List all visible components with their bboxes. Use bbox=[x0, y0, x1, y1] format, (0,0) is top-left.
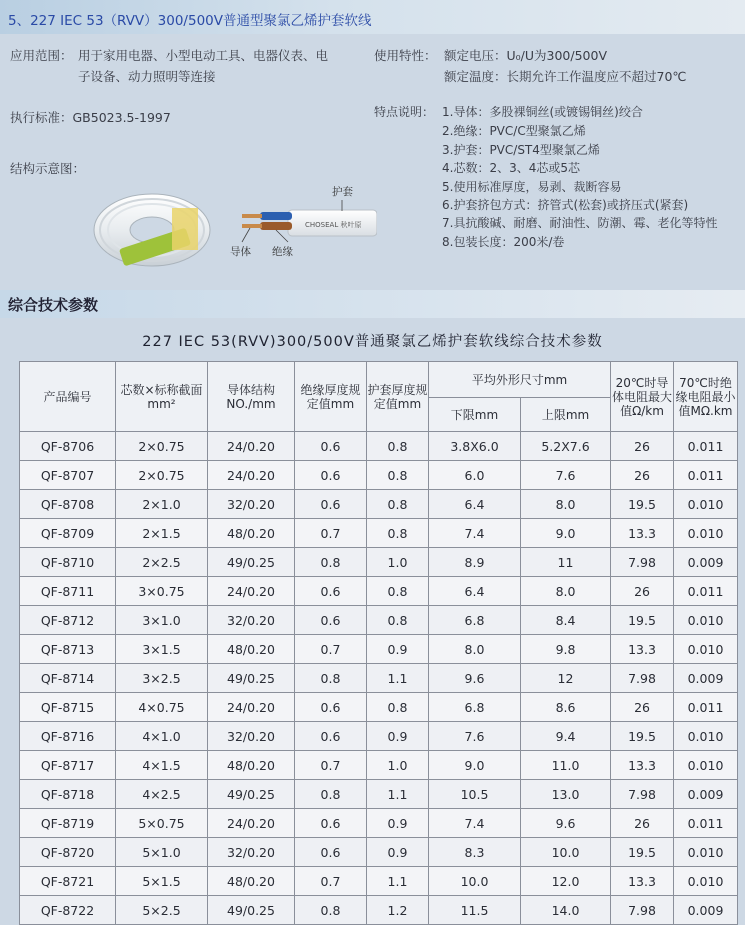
diameter-upper-cell: 14.0 bbox=[521, 896, 611, 925]
cores-section-cell: 2×0.75 bbox=[116, 461, 208, 490]
conductor-structure-cell: 24/0.20 bbox=[208, 432, 295, 461]
resistance-70c-cell: 0.010 bbox=[674, 490, 738, 519]
cores-section-cell: 2×1.5 bbox=[116, 519, 208, 548]
diagram-label: 结构示意图： bbox=[10, 161, 86, 176]
header-conductor: 导体结构NO./mm bbox=[208, 362, 295, 432]
cores-section-cell: 5×0.75 bbox=[116, 809, 208, 838]
insulation-thickness-cell: 0.6 bbox=[295, 809, 367, 838]
sheath-thickness-cell: 0.8 bbox=[367, 577, 429, 606]
product-code-cell: QF-8714 bbox=[20, 664, 116, 693]
sheath-thickness-cell: 1.0 bbox=[367, 548, 429, 577]
insulation-thickness-cell: 0.6 bbox=[295, 432, 367, 461]
diameter-upper-cell: 10.0 bbox=[521, 838, 611, 867]
product-title: 5、227 IEC 53（RVV）300/500V普通型聚氯乙烯护套软线 bbox=[8, 13, 372, 29]
diameter-lower-cell: 8.3 bbox=[429, 838, 521, 867]
cores-section-cell: 5×2.5 bbox=[116, 896, 208, 925]
table-row bbox=[20, 838, 738, 867]
usage-label: 使用特性： bbox=[374, 48, 437, 63]
sheath-thickness-cell: 1.0 bbox=[367, 751, 429, 780]
sheath-thickness-cell: 0.9 bbox=[367, 722, 429, 751]
resistance-70c-cell: 0.011 bbox=[674, 577, 738, 606]
product-code-cell: QF-8708 bbox=[20, 490, 116, 519]
sheath-thickness-cell: 1.1 bbox=[367, 867, 429, 896]
sheath-thickness-cell: 0.9 bbox=[367, 635, 429, 664]
resistance-20c-cell: 7.98 bbox=[611, 780, 674, 809]
diameter-upper-cell: 8.6 bbox=[521, 693, 611, 722]
conductor-structure-cell: 24/0.20 bbox=[208, 461, 295, 490]
conductor-structure-cell: 48/0.20 bbox=[208, 751, 295, 780]
resistance-70c-cell: 0.009 bbox=[674, 780, 738, 809]
product-code-cell: QF-8706 bbox=[20, 432, 116, 461]
product-code-cell: QF-8710 bbox=[20, 548, 116, 577]
table-row bbox=[20, 432, 738, 461]
diameter-lower-cell: 8.9 bbox=[429, 548, 521, 577]
sheath-thickness-cell: 0.8 bbox=[367, 461, 429, 490]
resistance-20c-cell: 26 bbox=[611, 461, 674, 490]
resistance-70c-cell: 0.010 bbox=[674, 606, 738, 635]
diameter-lower-cell: 6.0 bbox=[429, 461, 521, 490]
resistance-70c-cell: 0.011 bbox=[674, 461, 738, 490]
diameter-lower-cell: 6.8 bbox=[429, 693, 521, 722]
sheath-thickness-cell: 1.1 bbox=[367, 664, 429, 693]
standard-text: 执行标准：GB5023.5-1997 bbox=[10, 110, 171, 125]
feature-item: 6.护套挤包方式：挤管式(松套)或挤压式(紧套) bbox=[442, 198, 689, 212]
resistance-20c-cell: 13.3 bbox=[611, 635, 674, 664]
blue-core bbox=[260, 212, 292, 220]
cores-section-cell: 3×0.75 bbox=[116, 577, 208, 606]
diameter-lower-cell: 3.8X6.0 bbox=[429, 432, 521, 461]
cores-section-cell: 2×2.5 bbox=[116, 548, 208, 577]
header-upper: 上限mm bbox=[521, 398, 611, 432]
diameter-lower-cell: 10.5 bbox=[429, 780, 521, 809]
table-row bbox=[20, 751, 738, 780]
copper-strands bbox=[242, 214, 262, 218]
resistance-70c-cell: 0.010 bbox=[674, 519, 738, 548]
sheath-callout: 护套 bbox=[332, 186, 353, 198]
feature-item: 5.使用标准厚度，易剥、裁断容易 bbox=[442, 180, 622, 194]
diameter-upper-cell: 12 bbox=[521, 664, 611, 693]
feature-item: 7.具抗酸碱、耐磨、耐油性、防潮、霉、老化等特性 bbox=[442, 216, 718, 230]
resistance-20c-cell: 13.3 bbox=[611, 519, 674, 548]
feature-item: 2.绝缘：PVC/C型聚氯乙烯 bbox=[442, 124, 586, 138]
brown-core bbox=[260, 222, 292, 230]
insulation-callout: 绝缘 bbox=[272, 246, 293, 258]
conductor-structure-cell: 49/0.25 bbox=[208, 780, 295, 809]
insulation-pointer bbox=[276, 230, 288, 242]
sheath-thickness-cell: 1.1 bbox=[367, 780, 429, 809]
diameter-lower-cell: 9.6 bbox=[429, 664, 521, 693]
features-label: 特点说明： bbox=[374, 105, 435, 119]
cores-section-cell: 4×2.5 bbox=[116, 780, 208, 809]
cores-section-cell: 5×1.5 bbox=[116, 867, 208, 896]
resistance-70c-cell: 0.009 bbox=[674, 548, 738, 577]
header-lower: 下限mm bbox=[429, 398, 521, 432]
insulation-thickness-cell: 0.7 bbox=[295, 867, 367, 896]
conductor-callout: 导体 bbox=[230, 246, 251, 258]
application-line-2: 子设备、动力照明等连接 bbox=[78, 69, 216, 84]
insulation-thickness-cell: 0.7 bbox=[295, 751, 367, 780]
table-row bbox=[20, 490, 738, 519]
header-resistance-70: 70℃时绝缘电阻最小值MΩ.km bbox=[674, 362, 738, 432]
table-row bbox=[20, 664, 738, 693]
diameter-lower-cell: 10.0 bbox=[429, 867, 521, 896]
section-header-bar bbox=[0, 290, 745, 318]
resistance-20c-cell: 7.98 bbox=[611, 548, 674, 577]
insulation-thickness-cell: 0.6 bbox=[295, 722, 367, 751]
insulation-thickness-cell: 0.7 bbox=[295, 635, 367, 664]
diameter-lower-cell: 6.4 bbox=[429, 490, 521, 519]
diameter-upper-cell: 9.8 bbox=[521, 635, 611, 664]
resistance-20c-cell: 19.5 bbox=[611, 606, 674, 635]
product-code-cell: QF-8713 bbox=[20, 635, 116, 664]
conductor-structure-cell: 32/0.20 bbox=[208, 722, 295, 751]
resistance-70c-cell: 0.009 bbox=[674, 896, 738, 925]
cores-section-cell: 5×1.0 bbox=[116, 838, 208, 867]
table-row bbox=[20, 867, 738, 896]
diameter-upper-cell: 8.4 bbox=[521, 606, 611, 635]
diameter-upper-cell: 7.6 bbox=[521, 461, 611, 490]
resistance-70c-cell: 0.009 bbox=[674, 664, 738, 693]
conductor-structure-cell: 48/0.20 bbox=[208, 519, 295, 548]
conductor-structure-cell: 32/0.20 bbox=[208, 490, 295, 519]
conductor-structure-cell: 48/0.20 bbox=[208, 867, 295, 896]
product-code-cell: QF-8717 bbox=[20, 751, 116, 780]
table-row bbox=[20, 693, 738, 722]
table-row bbox=[20, 606, 738, 635]
diameter-upper-cell: 9.6 bbox=[521, 809, 611, 838]
insulation-thickness-cell: 0.6 bbox=[295, 577, 367, 606]
insulation-thickness-cell: 0.7 bbox=[295, 519, 367, 548]
conductor-pointer bbox=[242, 228, 250, 242]
product-code-cell: QF-8707 bbox=[20, 461, 116, 490]
diameter-upper-cell: 8.0 bbox=[521, 490, 611, 519]
resistance-70c-cell: 0.010 bbox=[674, 635, 738, 664]
feature-item: 4.芯数：2、3、4芯或5芯 bbox=[442, 161, 580, 175]
conductor-structure-cell: 49/0.25 bbox=[208, 664, 295, 693]
resistance-70c-cell: 0.010 bbox=[674, 722, 738, 751]
product-code-cell: QF-8715 bbox=[20, 693, 116, 722]
table-row bbox=[20, 780, 738, 809]
conductor-structure-cell: 49/0.25 bbox=[208, 896, 295, 925]
coil-tag bbox=[172, 208, 198, 250]
sheath-thickness-cell: 0.8 bbox=[367, 519, 429, 548]
cores-section-cell: 2×0.75 bbox=[116, 432, 208, 461]
cable-illustration bbox=[92, 180, 377, 280]
diameter-lower-cell: 8.0 bbox=[429, 635, 521, 664]
diameter-lower-cell: 6.8 bbox=[429, 606, 521, 635]
table-row bbox=[20, 519, 738, 548]
diameter-upper-cell: 8.0 bbox=[521, 577, 611, 606]
table-row bbox=[20, 635, 738, 664]
diameter-lower-cell: 6.4 bbox=[429, 577, 521, 606]
diameter-upper-cell: 5.2X7.6 bbox=[521, 432, 611, 461]
resistance-20c-cell: 26 bbox=[611, 432, 674, 461]
product-code-cell: QF-8721 bbox=[20, 867, 116, 896]
resistance-70c-cell: 0.011 bbox=[674, 809, 738, 838]
table-row bbox=[20, 548, 738, 577]
header-resistance-20: 20℃时导体电阻最大值Ω/km bbox=[611, 362, 674, 432]
table-row bbox=[20, 722, 738, 751]
sheath-thickness-cell: 0.8 bbox=[367, 606, 429, 635]
insulation-thickness-cell: 0.8 bbox=[295, 664, 367, 693]
diameter-upper-cell: 11 bbox=[521, 548, 611, 577]
table-row bbox=[20, 896, 738, 925]
insulation-thickness-cell: 0.6 bbox=[295, 606, 367, 635]
header-product: 产品编号 bbox=[20, 362, 116, 432]
header-sheath: 护套厚度规定值mm bbox=[367, 362, 429, 432]
application-label: 应用范围： bbox=[10, 48, 73, 63]
cores-section-cell: 4×1.5 bbox=[116, 751, 208, 780]
sheath-thickness-cell: 1.2 bbox=[367, 896, 429, 925]
resistance-20c-cell: 7.98 bbox=[611, 664, 674, 693]
spec-table bbox=[19, 361, 738, 925]
conductor-structure-cell: 24/0.20 bbox=[208, 809, 295, 838]
feature-item: 1.导体：多股裸铜丝(或镀锡铜丝)绞合 bbox=[442, 105, 643, 119]
sheath-thickness-cell: 0.8 bbox=[367, 490, 429, 519]
resistance-20c-cell: 19.5 bbox=[611, 490, 674, 519]
resistance-20c-cell: 26 bbox=[611, 809, 674, 838]
table-row bbox=[20, 577, 738, 606]
conductor-structure-cell: 32/0.20 bbox=[208, 838, 295, 867]
diameter-lower-cell: 9.0 bbox=[429, 751, 521, 780]
cores-section-cell: 3×1.0 bbox=[116, 606, 208, 635]
resistance-20c-cell: 19.5 bbox=[611, 838, 674, 867]
resistance-20c-cell: 26 bbox=[611, 577, 674, 606]
resistance-20c-cell: 13.3 bbox=[611, 867, 674, 896]
copper-strands bbox=[242, 224, 262, 228]
application-line-1: 用于家用电器、小型电动工具、电器仪表、电 bbox=[78, 48, 329, 63]
resistance-70c-cell: 0.011 bbox=[674, 432, 738, 461]
product-code-cell: QF-8719 bbox=[20, 809, 116, 838]
sheath-thickness-cell: 0.8 bbox=[367, 693, 429, 722]
header-diameter: 平均外形尺寸mm bbox=[429, 362, 611, 398]
resistance-20c-cell: 7.98 bbox=[611, 896, 674, 925]
header-insulation: 绝缘厚度规定值mm bbox=[295, 362, 367, 432]
product-title-bar bbox=[0, 0, 745, 34]
insulation-thickness-cell: 0.8 bbox=[295, 780, 367, 809]
diameter-lower-cell: 11.5 bbox=[429, 896, 521, 925]
cores-section-cell: 3×2.5 bbox=[116, 664, 208, 693]
conductor-structure-cell: 49/0.25 bbox=[208, 548, 295, 577]
product-code-cell: QF-8712 bbox=[20, 606, 116, 635]
table-row bbox=[20, 461, 738, 490]
insulation-thickness-cell: 0.6 bbox=[295, 490, 367, 519]
table-title: 227 IEC 53(RVV)300/500V普通聚氯乙烯护套软线综合技术参数 bbox=[142, 334, 603, 350]
product-code-cell: QF-8709 bbox=[20, 519, 116, 548]
resistance-20c-cell: 26 bbox=[611, 693, 674, 722]
insulation-thickness-cell: 0.8 bbox=[295, 548, 367, 577]
cores-section-cell: 4×1.0 bbox=[116, 722, 208, 751]
diameter-upper-cell: 11.0 bbox=[521, 751, 611, 780]
diameter-lower-cell: 7.4 bbox=[429, 809, 521, 838]
resistance-70c-cell: 0.010 bbox=[674, 751, 738, 780]
diameter-upper-cell: 9.4 bbox=[521, 722, 611, 751]
sheath-thickness-cell: 0.9 bbox=[367, 838, 429, 867]
product-code-cell: QF-8711 bbox=[20, 577, 116, 606]
cores-section-cell: 2×1.0 bbox=[116, 490, 208, 519]
rated-voltage: 额定电压：U₀/U为300/500V bbox=[444, 48, 608, 63]
resistance-20c-cell: 19.5 bbox=[611, 722, 674, 751]
resistance-70c-cell: 0.011 bbox=[674, 693, 738, 722]
cores-section-cell: 4×0.75 bbox=[116, 693, 208, 722]
insulation-thickness-cell: 0.6 bbox=[295, 461, 367, 490]
resistance-20c-cell: 13.3 bbox=[611, 751, 674, 780]
diameter-upper-cell: 9.0 bbox=[521, 519, 611, 548]
diameter-upper-cell: 13.0 bbox=[521, 780, 611, 809]
insulation-thickness-cell: 0.8 bbox=[295, 896, 367, 925]
product-code-cell: QF-8720 bbox=[20, 838, 116, 867]
resistance-70c-cell: 0.010 bbox=[674, 838, 738, 867]
product-code-cell: QF-8722 bbox=[20, 896, 116, 925]
feature-item: 3.护套：PVC/ST4型聚氯乙烯 bbox=[442, 143, 600, 157]
feature-item: 8.包装长度：200米/卷 bbox=[442, 235, 565, 249]
insulation-thickness-cell: 0.6 bbox=[295, 693, 367, 722]
brand-print: CHOSEAL 秋叶原 bbox=[305, 221, 362, 229]
conductor-structure-cell: 48/0.20 bbox=[208, 635, 295, 664]
diameter-upper-cell: 12.0 bbox=[521, 867, 611, 896]
rated-temperature: 额定温度：长期允许工作温度应不超过70℃ bbox=[444, 69, 687, 84]
cores-section-cell: 3×1.5 bbox=[116, 635, 208, 664]
conductor-structure-cell: 24/0.20 bbox=[208, 693, 295, 722]
resistance-70c-cell: 0.010 bbox=[674, 867, 738, 896]
diameter-lower-cell: 7.6 bbox=[429, 722, 521, 751]
section-title: 综合技术参数 bbox=[8, 296, 99, 314]
conductor-structure-cell: 24/0.20 bbox=[208, 577, 295, 606]
product-code-cell: QF-8716 bbox=[20, 722, 116, 751]
table-row bbox=[20, 809, 738, 838]
table-body bbox=[20, 432, 738, 925]
conductor-structure-cell: 32/0.20 bbox=[208, 606, 295, 635]
diameter-lower-cell: 7.4 bbox=[429, 519, 521, 548]
product-code-cell: QF-8718 bbox=[20, 780, 116, 809]
insulation-thickness-cell: 0.6 bbox=[295, 838, 367, 867]
sheath-thickness-cell: 0.8 bbox=[367, 432, 429, 461]
header-cores: 芯数×标称截面mm² bbox=[116, 362, 208, 432]
sheath-thickness-cell: 0.9 bbox=[367, 809, 429, 838]
